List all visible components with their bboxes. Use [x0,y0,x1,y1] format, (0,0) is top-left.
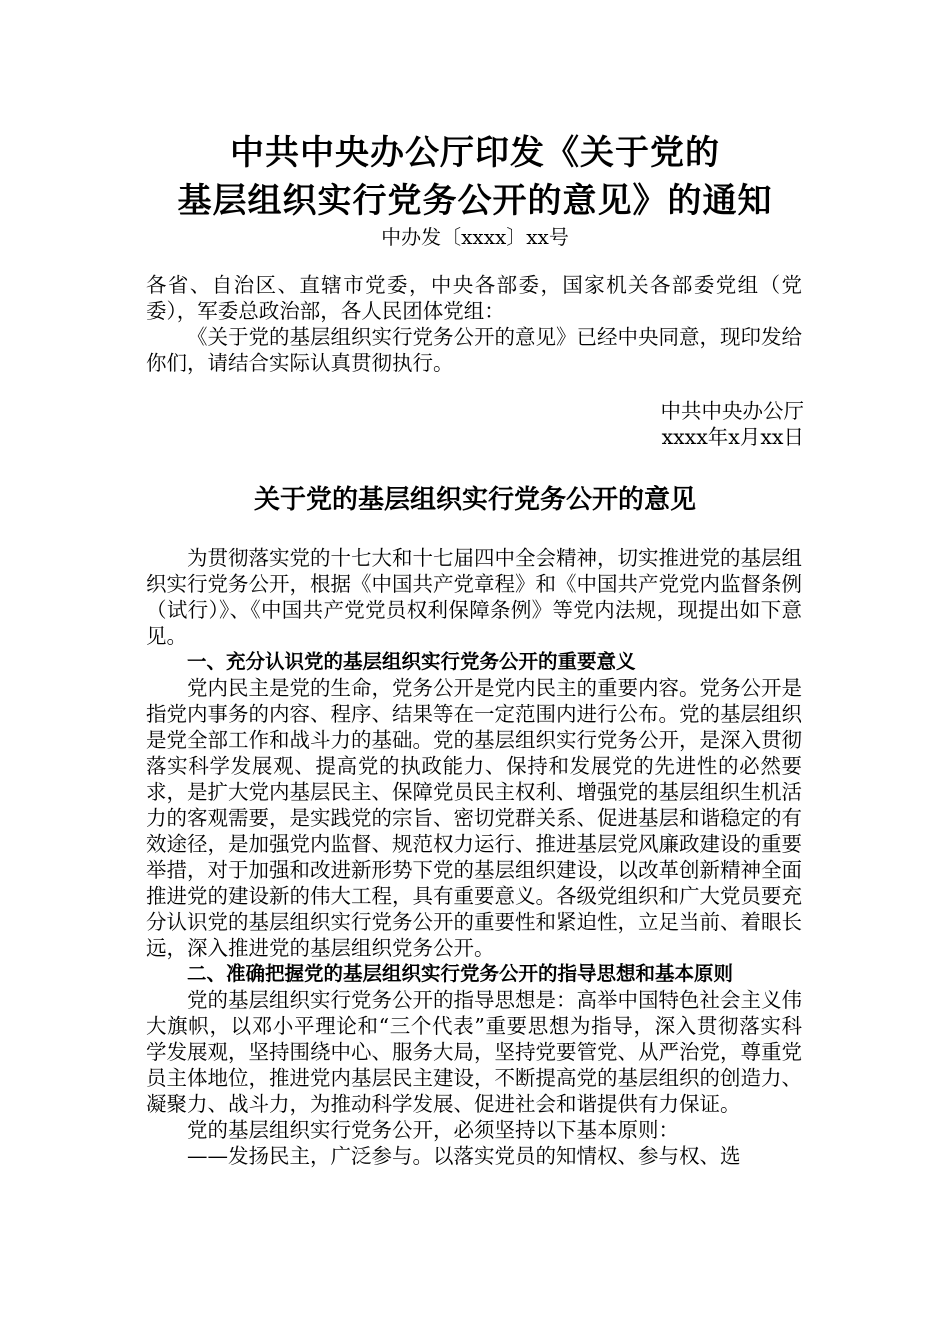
section-1-body: 党内民主是党的生命，党务公开是党内民主的重要内容。党务公开是指党内事务的内容、程序、结果等在一定范围内进行公布。党的基层组织是党全部工作和战斗力的基础。党的基层组织实行党务公开，是深入贯彻落实科学发展观、提高党的执政能力、保持和发展党的先进性的必然要求，是扩大党内基层民主、保障党员民主权利、增强党的基层组织生机活力的客观需要，是实践党的宗旨、密切党群关系、促进基层和谐稳定的有效途径，是加强党内监督、规范权力运行、推进基层党风廉政建设的重要举措，对于加强和改进新形势下党的基层组织建设，以改革创新精神全面推进党的建设新的伟大工程，具有重要意义。各级党组织和广大党员要充分认识党的基层组织实行党务公开的重要性和紧迫性，立足当前、着眼长远，深入推进党的基层组织党务公开。 [146,676,802,960]
signature-organization: 中共中央办公厅 [660,399,804,423]
opinion-title: 关于党的基层组织实行党务公开的意见 [253,485,696,515]
notice-title-line-1: 中共中央办公厅印发《关于党的 [230,133,720,173]
section-1-heading: 一、充分认识党的基层组织实行党务公开的重要意义 [187,650,636,673]
notice-body [146,272,802,376]
notice-title-line-2: 基层组织实行党务公开的意见》的通知 [177,181,773,221]
opinion-body [146,545,802,1169]
opinion-intro: 为贯彻落实党的十七大和十七届四中全会精神，切实推进党的基层组织实行党务公开，根据《中国共产党章程》和《中国共产党党内监督条例（试行）》、《中国共产党党员权利保障条例》等党内法规，现提出如下意见。 [146,546,802,648]
notice-content: 《关于党的基层组织实行党务公开的意见》已经中央同意，现印发给你们，请结合实际认真贯彻执行。 [146,325,802,375]
section-2-principles-intro: 党的基层组织实行党务公开，必须坚持以下基本原则： [187,1118,679,1142]
section-2-heading: 二、准确把握党的基层组织实行党务公开的指导思想和基本原则 [187,962,734,985]
section-2-guiding-thought: 党的基层组织实行党务公开的指导思想是：高举中国特色社会主义伟大旗帜，以邓小平理论和“三个代表”重要思想为指导，深入贯彻落实科学发展观，坚持围绕中心、服务大局，坚持党要管党、从严治党，尊重党员主体地位，推进党内基层民主建设，不断提高党的基层组织的创造力、凝聚力、战斗力，为推动科学发展、促进社会和谐提供有力保证。 [146,988,802,1116]
document-number: 中办发〔xxxx〕xx号 [381,225,569,249]
section-2-principle-1: ——发扬民主，广泛参与。以落实党员的知情权、参与权、选 [187,1144,741,1168]
notice-recipients: 各省、自治区、直辖市党委，中央各部委，国家机关各部委党组（党委），军委总政治部，各人民团体党组： [146,273,802,323]
signature-date: xxxx年x月xx日 [661,425,804,449]
